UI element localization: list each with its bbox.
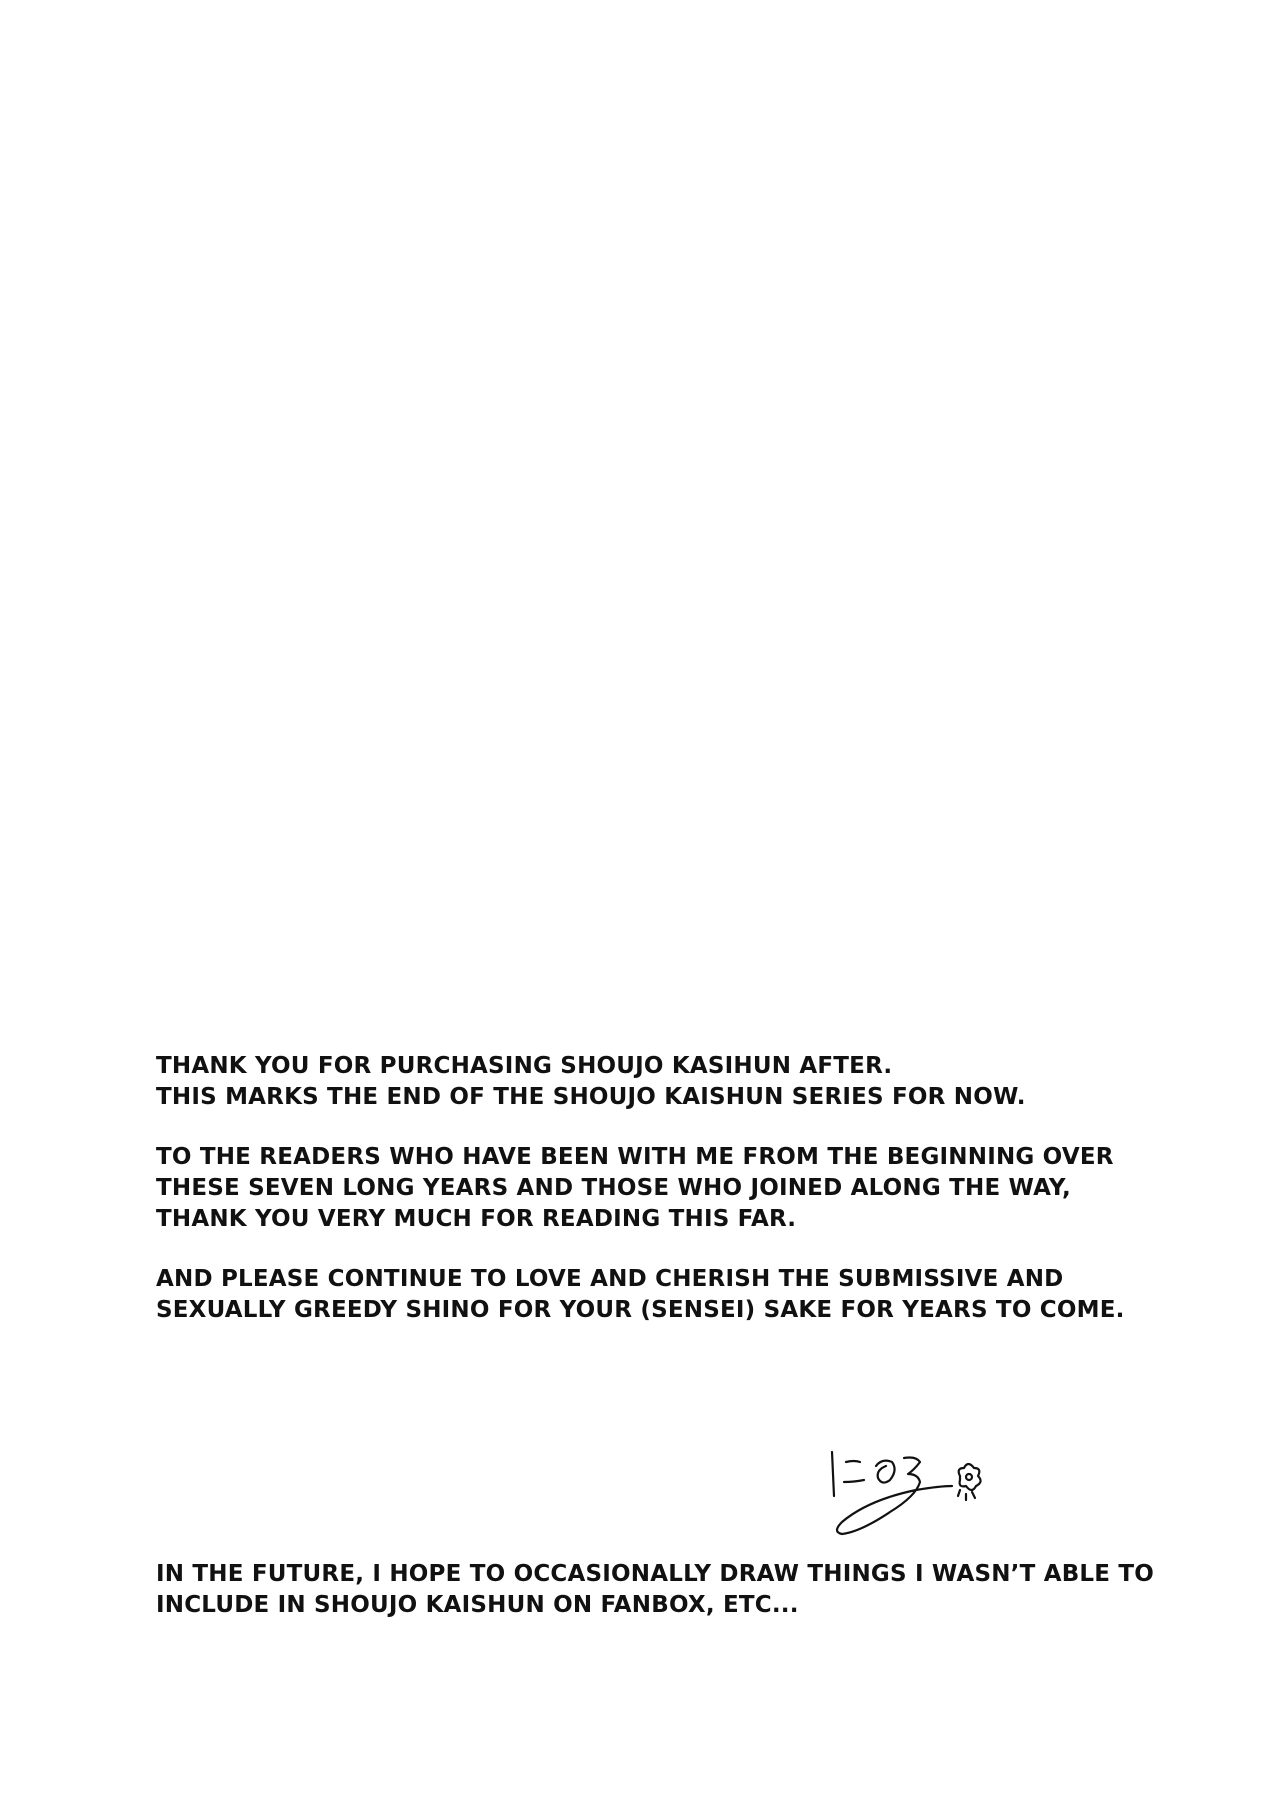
paragraph-readers <box>156 1142 1156 1235</box>
paragraph-cherish <box>156 1264 1156 1326</box>
text-line: INCLUDE IN SHOUJO KAISHUN ON FANBOX, ETC... <box>156 1592 799 1618</box>
text-line: TO THE READERS WHO HAVE BEEN WITH ME FROM THE BEGINNING OVER <box>156 1144 1114 1170</box>
text-line: THANK YOU VERY MUCH FOR READING THIS FAR. <box>156 1206 797 1232</box>
closing-text <box>156 1559 1156 1621</box>
text-line: AND PLEASE CONTINUE TO LOVE AND CHERISH THE SUBMISSIVE AND <box>156 1266 1064 1292</box>
text-line: THANK YOU FOR PURCHASING SHOUJO KASIHUN AFTER. <box>156 1053 893 1079</box>
text-line: THIS MARKS THE END OF THE SHOUJO KAISHUN SERIES FOR NOW. <box>156 1084 1026 1110</box>
afterword-text <box>156 1051 1156 1355</box>
text-line: IN THE FUTURE, I HOPE TO OCCASIONALLY DRAW THINGS I WASN’T ABLE TO <box>156 1561 1155 1587</box>
author-signature <box>820 1436 990 1546</box>
text-line: THESE SEVEN LONG YEARS AND THOSE WHO JOINED ALONG THE WAY, <box>156 1175 1071 1201</box>
text-line: SEXUALLY GREEDY SHINO FOR YOUR (SENSEI) SAKE FOR YEARS TO COME. <box>156 1297 1125 1323</box>
paragraph-thanks <box>156 1051 1156 1113</box>
